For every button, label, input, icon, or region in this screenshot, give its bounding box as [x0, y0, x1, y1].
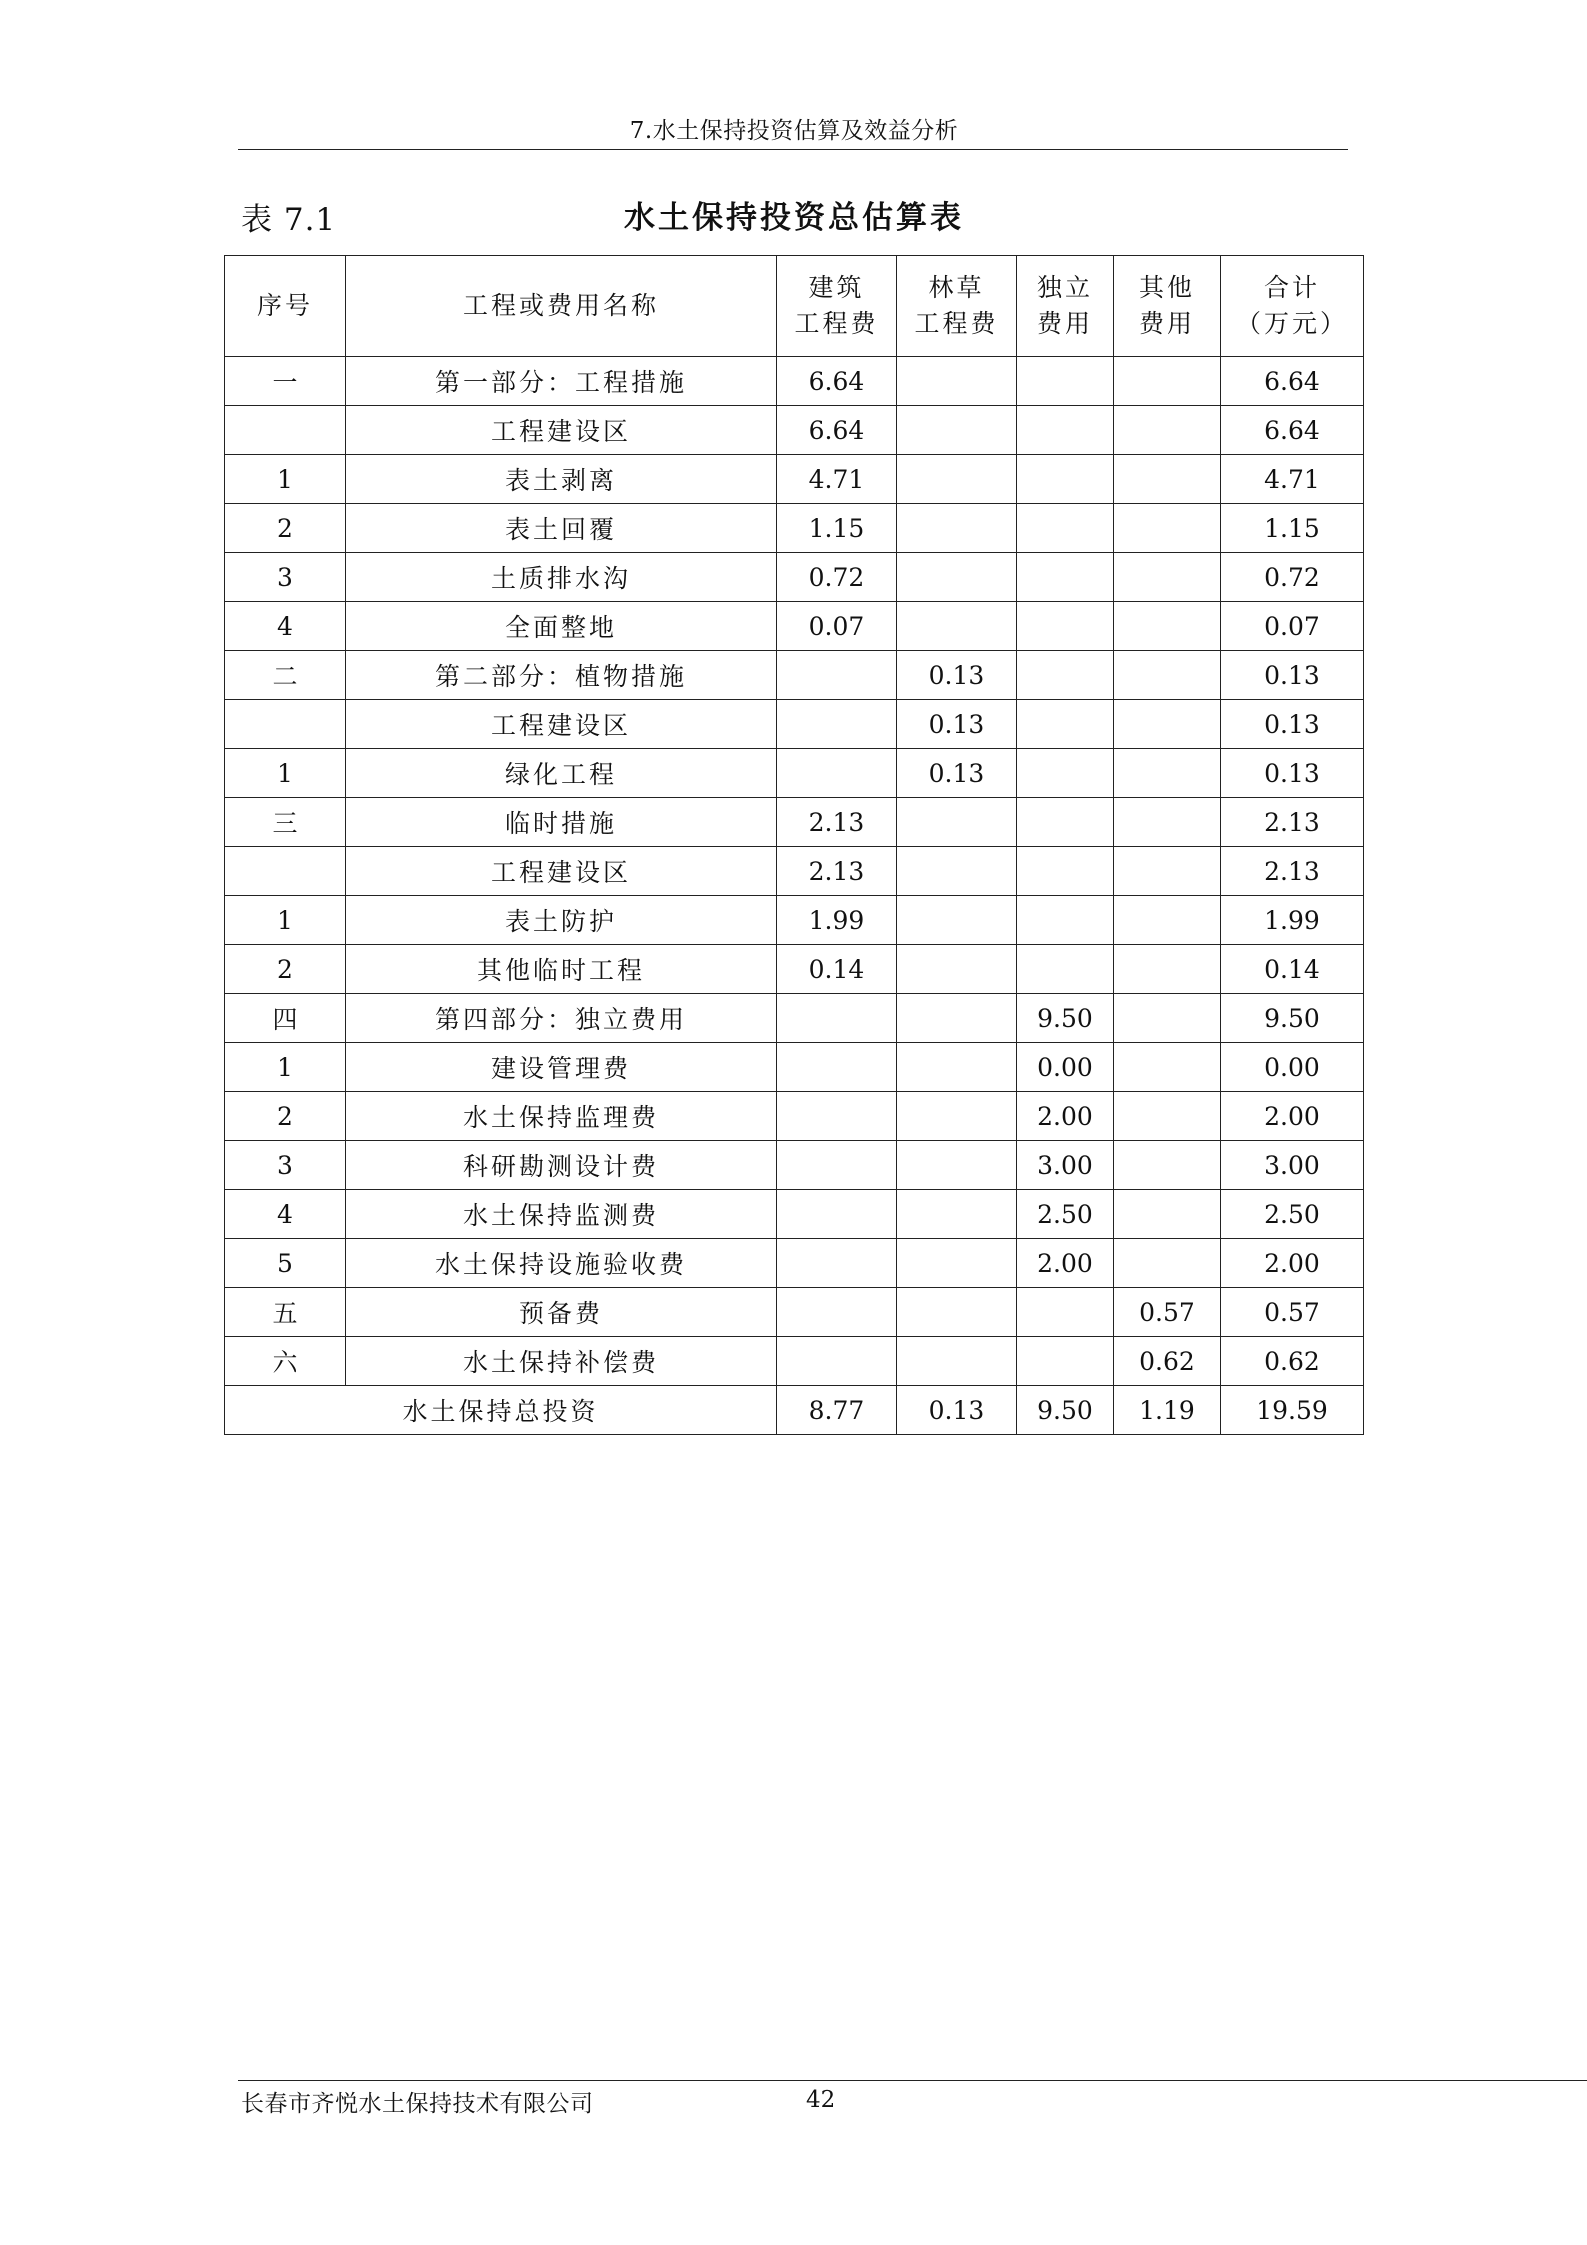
- table-row: [225, 1337, 1364, 1386]
- cell-seq: 二: [225, 651, 346, 700]
- cell-construction: 0.14: [777, 945, 897, 994]
- cell-independent: [1017, 357, 1114, 406]
- cell-independent: [1017, 651, 1114, 700]
- cell-other: [1114, 651, 1221, 700]
- cell-other: [1114, 504, 1221, 553]
- cell-seq: 1: [225, 896, 346, 945]
- header-total-line1: 合计: [1263, 273, 1320, 302]
- cell-forest: [897, 1190, 1017, 1239]
- page-header-title: 7.水土保持投资估算及效益分析: [629, 118, 959, 144]
- cell-independent: [1017, 798, 1114, 847]
- table-row: [225, 455, 1364, 504]
- cell-forest: [897, 1092, 1017, 1141]
- cell-total: 0.13: [1221, 700, 1364, 749]
- cell-other: [1114, 1239, 1221, 1288]
- cell-total: 6.64: [1221, 357, 1364, 406]
- cell-construction: [777, 651, 897, 700]
- cell-forest: [897, 357, 1017, 406]
- cell-name: 表土防护: [346, 896, 777, 945]
- cell-independent: [1017, 553, 1114, 602]
- cell-total: 0.14: [1221, 945, 1364, 994]
- cell-forest: 0.13: [897, 700, 1017, 749]
- cell-other: [1114, 1043, 1221, 1092]
- cell-construction: 4.71: [777, 455, 897, 504]
- table-row: [225, 749, 1364, 798]
- header-independent-line1: 独立: [1036, 273, 1093, 302]
- cell-other: [1114, 700, 1221, 749]
- cell-total: 0.62: [1221, 1337, 1364, 1386]
- cell-construction: 1.15: [777, 504, 897, 553]
- cell-name: 科研勘测设计费: [346, 1141, 777, 1190]
- cell-forest: 0.13: [897, 749, 1017, 798]
- cell-independent: [1017, 455, 1114, 504]
- table-row: [225, 406, 1364, 455]
- table-row: [225, 994, 1364, 1043]
- cell-other: [1114, 798, 1221, 847]
- cell-name: 表土剥离: [346, 455, 777, 504]
- cell-seq: 2: [225, 945, 346, 994]
- cell-forest: [897, 602, 1017, 651]
- cell-name: 工程建设区: [346, 406, 777, 455]
- cell-independent: [1017, 504, 1114, 553]
- header-seq: [225, 256, 346, 357]
- cell-name: 工程建设区: [346, 847, 777, 896]
- cell-other: [1114, 749, 1221, 798]
- cell-forest: [897, 553, 1017, 602]
- cell-other: [1114, 1141, 1221, 1190]
- cell-seq: 4: [225, 602, 346, 651]
- cell-independent: 2.00: [1017, 1092, 1114, 1141]
- cell-independent: 2.00: [1017, 1239, 1114, 1288]
- cell-name: 表土回覆: [346, 504, 777, 553]
- cell-construction: [777, 1239, 897, 1288]
- cell-other: 0.57: [1114, 1288, 1221, 1337]
- table-row: [225, 798, 1364, 847]
- cell-forest: [897, 455, 1017, 504]
- cell-construction: 1.99: [777, 896, 897, 945]
- table-row: [225, 357, 1364, 406]
- cell-name: 建设管理费: [346, 1043, 777, 1092]
- header-forest-line1: 林草: [928, 273, 985, 302]
- cell-construction: [777, 1043, 897, 1092]
- cell-independent: [1017, 602, 1114, 651]
- cell-independent: [1017, 749, 1114, 798]
- cell-seq: 2: [225, 504, 346, 553]
- table-row: [225, 1092, 1364, 1141]
- table-row: [225, 700, 1364, 749]
- cell-total: 0.57: [1221, 1288, 1364, 1337]
- cell-total: 2.00: [1221, 1239, 1364, 1288]
- total-independent: 9.50: [1017, 1386, 1114, 1435]
- table-number: 表 7.1: [241, 202, 337, 238]
- cell-other: [1114, 847, 1221, 896]
- footer-divider: [238, 2080, 1587, 2081]
- cell-total: 0.13: [1221, 651, 1364, 700]
- table-row: [225, 504, 1364, 553]
- cell-total: 2.00: [1221, 1092, 1364, 1141]
- cell-name: 水土保持监测费: [346, 1190, 777, 1239]
- cell-other: [1114, 602, 1221, 651]
- total-forest: 0.13: [897, 1386, 1017, 1435]
- cell-seq: 五: [225, 1288, 346, 1337]
- cell-forest: [897, 1239, 1017, 1288]
- table-row: [225, 1141, 1364, 1190]
- header-seq-label: 序号: [256, 291, 313, 320]
- cell-name: 水土保持监理费: [346, 1092, 777, 1141]
- cell-independent: [1017, 1288, 1114, 1337]
- cell-construction: [777, 749, 897, 798]
- cell-seq: 1: [225, 749, 346, 798]
- cell-construction: 2.13: [777, 798, 897, 847]
- footer-company-name: 长春市齐悦水土保持技术有限公司: [241, 2091, 594, 2117]
- header-total: [1221, 256, 1364, 357]
- cell-total: 6.64: [1221, 406, 1364, 455]
- cell-total: 2.13: [1221, 798, 1364, 847]
- cell-name: 工程建设区: [346, 700, 777, 749]
- header-construction-line1: 建筑: [808, 273, 865, 302]
- cell-name: 绿化工程: [346, 749, 777, 798]
- cell-seq: 3: [225, 553, 346, 602]
- cell-independent: [1017, 406, 1114, 455]
- cell-seq: 1: [225, 455, 346, 504]
- cell-construction: 2.13: [777, 847, 897, 896]
- cell-other: [1114, 357, 1221, 406]
- cell-forest: [897, 1337, 1017, 1386]
- cell-forest: [897, 1141, 1017, 1190]
- header-divider: [238, 149, 1348, 150]
- table-row: [225, 602, 1364, 651]
- cell-seq: 1: [225, 1043, 346, 1092]
- cell-name: 其他临时工程: [346, 945, 777, 994]
- cell-independent: [1017, 1337, 1114, 1386]
- cell-construction: [777, 1288, 897, 1337]
- cell-forest: [897, 945, 1017, 994]
- cell-other: [1114, 945, 1221, 994]
- total-grand: 19.59: [1221, 1386, 1364, 1435]
- cell-other: 0.62: [1114, 1337, 1221, 1386]
- cell-total: 0.72: [1221, 553, 1364, 602]
- table-title: 水土保持投资总估算表: [624, 200, 964, 236]
- cell-name: 临时措施: [346, 798, 777, 847]
- cell-construction: 0.07: [777, 602, 897, 651]
- cell-name: 水土保持补偿费: [346, 1337, 777, 1386]
- cell-construction: 6.64: [777, 406, 897, 455]
- cell-other: [1114, 896, 1221, 945]
- cell-seq: 5: [225, 1239, 346, 1288]
- cell-independent: 2.50: [1017, 1190, 1114, 1239]
- cell-seq: 2: [225, 1092, 346, 1141]
- header-forest-line2: 工程费: [914, 309, 999, 338]
- cell-construction: [777, 1190, 897, 1239]
- table-header-row: [225, 256, 1364, 357]
- cell-total: 3.00: [1221, 1141, 1364, 1190]
- cell-total: 0.00: [1221, 1043, 1364, 1092]
- cell-other: [1114, 406, 1221, 455]
- table-row: [225, 847, 1364, 896]
- cell-total: 1.99: [1221, 896, 1364, 945]
- table-row: [225, 1190, 1364, 1239]
- cell-name: 土质排水沟: [346, 553, 777, 602]
- investment-estimate-table: [224, 255, 1364, 1435]
- table-row: [225, 553, 1364, 602]
- cell-seq: [225, 847, 346, 896]
- cell-independent: [1017, 847, 1114, 896]
- table-row: [225, 896, 1364, 945]
- cell-forest: [897, 994, 1017, 1043]
- cell-other: [1114, 553, 1221, 602]
- cell-forest: [897, 896, 1017, 945]
- cell-seq: [225, 700, 346, 749]
- header-construction: [777, 256, 897, 357]
- cell-name: 第二部分：植物措施: [346, 651, 777, 700]
- table-row: [225, 945, 1364, 994]
- cell-construction: 6.64: [777, 357, 897, 406]
- table-row: [225, 651, 1364, 700]
- cell-name: 第一部分：工程措施: [346, 357, 777, 406]
- total-other: 1.19: [1114, 1386, 1221, 1435]
- cell-total: 2.13: [1221, 847, 1364, 896]
- cell-seq: 三: [225, 798, 346, 847]
- cell-seq: [225, 406, 346, 455]
- cell-construction: [777, 1141, 897, 1190]
- header-other-line2: 费用: [1138, 309, 1195, 338]
- cell-name: 第四部分：独立费用: [346, 994, 777, 1043]
- table-row: [225, 1043, 1364, 1092]
- header-other-line1: 其他: [1138, 273, 1195, 302]
- cell-name: 全面整地: [346, 602, 777, 651]
- table-row: [225, 1239, 1364, 1288]
- cell-total: 2.50: [1221, 1190, 1364, 1239]
- total-label: 水土保持总投资: [225, 1386, 777, 1435]
- cell-independent: 9.50: [1017, 994, 1114, 1043]
- cell-forest: [897, 406, 1017, 455]
- cell-total: 0.07: [1221, 602, 1364, 651]
- cell-construction: [777, 700, 897, 749]
- header-independent: [1017, 256, 1114, 357]
- cell-name: 预备费: [346, 1288, 777, 1337]
- header-forest: [897, 256, 1017, 357]
- header-name-label: 工程或费用名称: [462, 291, 659, 320]
- cell-other: [1114, 1092, 1221, 1141]
- cell-seq: 3: [225, 1141, 346, 1190]
- cell-construction: 0.72: [777, 553, 897, 602]
- cell-forest: [897, 504, 1017, 553]
- header-other: [1114, 256, 1221, 357]
- total-construction: 8.77: [777, 1386, 897, 1435]
- cell-forest: [897, 847, 1017, 896]
- cell-construction: [777, 994, 897, 1043]
- cell-seq: 4: [225, 1190, 346, 1239]
- header-construction-line2: 工程费: [794, 309, 879, 338]
- cell-forest: 0.13: [897, 651, 1017, 700]
- cell-total: 4.71: [1221, 455, 1364, 504]
- cell-construction: [777, 1092, 897, 1141]
- cell-forest: [897, 798, 1017, 847]
- cell-seq: 六: [225, 1337, 346, 1386]
- table-row: [225, 1288, 1364, 1337]
- cell-independent: 0.00: [1017, 1043, 1114, 1092]
- cell-total: 1.15: [1221, 504, 1364, 553]
- cell-forest: [897, 1288, 1017, 1337]
- header-independent-line2: 费用: [1036, 309, 1093, 338]
- cell-other: [1114, 994, 1221, 1043]
- cell-construction: [777, 1337, 897, 1386]
- cell-total: 9.50: [1221, 994, 1364, 1043]
- cell-independent: [1017, 945, 1114, 994]
- header-name: [346, 256, 777, 357]
- cell-independent: [1017, 700, 1114, 749]
- cell-seq: 一: [225, 357, 346, 406]
- cell-other: [1114, 1190, 1221, 1239]
- cell-total: 0.13: [1221, 749, 1364, 798]
- cell-other: [1114, 455, 1221, 504]
- table-total-row: [225, 1386, 1364, 1435]
- cell-independent: 3.00: [1017, 1141, 1114, 1190]
- cell-independent: [1017, 896, 1114, 945]
- cell-seq: 四: [225, 994, 346, 1043]
- header-total-line2: （万元）: [1235, 309, 1348, 338]
- cell-name: 水土保持设施验收费: [346, 1239, 777, 1288]
- cell-forest: [897, 1043, 1017, 1092]
- page-number: 42: [806, 2087, 836, 2113]
